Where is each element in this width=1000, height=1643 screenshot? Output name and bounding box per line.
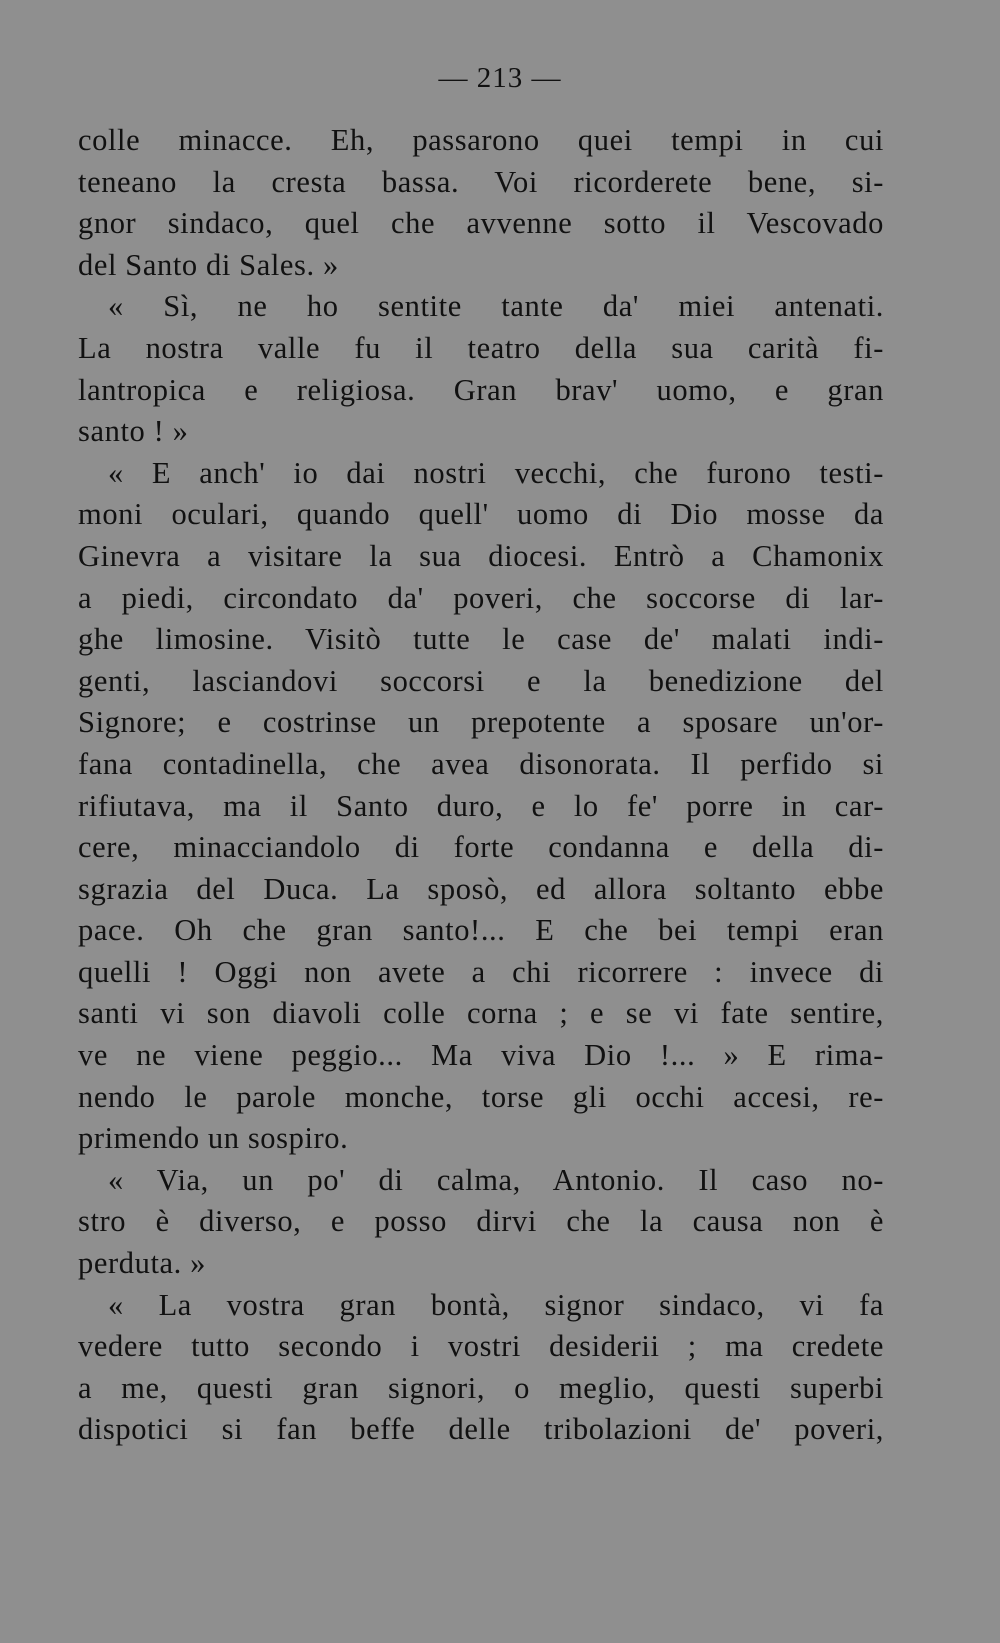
text-line: perduta. » <box>78 1246 206 1281</box>
text-line: stro è diverso, e posso dirvi che la causa non è <box>78 1204 884 1239</box>
text-line: cere, minacciandolo di forte condanna e della di- <box>78 830 884 865</box>
text-line: Ginevra a visitare la sua diocesi. Entrò a Chamonix <box>78 538 884 573</box>
text-line: colle minacce. Eh, passarono quei tempi in cui <box>78 123 884 157</box>
body-text <box>78 120 884 1451</box>
text-line: Signore; e costrinse un prepotente a sposare un'or- <box>78 705 884 740</box>
text-line: primendo un sospiro. <box>78 1121 349 1156</box>
text-line: sgrazia del Duca. La sposò, ed allora soltanto ebbe <box>78 871 884 906</box>
text-line: vedere tutto secondo i vostri desiderii ; ma credete <box>78 1329 884 1364</box>
text-line: ve ne viene peggio... Ma viva Dio !... » E rima- <box>78 1038 884 1073</box>
text-line: lantropica e religiosa. Gran brav' uomo, e gran <box>78 372 884 407</box>
text-line: dispotici si fan beffe delle tribolazioni de' poveri, <box>78 1412 884 1447</box>
text-line: a me, questi gran signori, o meglio, questi superbi <box>78 1370 884 1405</box>
text-line: genti, lasciandovi soccorsi e la benedizione del <box>78 663 884 698</box>
text-line: fana contadinella, che avea disonorata. Il perfido si <box>78 746 884 781</box>
text-line: « La vostra gran bontà, signor sindaco, vi fa <box>108 1287 884 1322</box>
text-line: a piedi, circondato da' poveri, che soccorse di lar- <box>78 580 884 615</box>
text-line: « Via, un po' di calma, Antonio. Il caso no- <box>108 1162 884 1197</box>
text-line: santo ! » <box>78 414 189 449</box>
text-line: teneano la cresta bassa. Voi ricorderete bene, si- <box>78 164 884 199</box>
text-line: pace. Oh che gran santo!... E che bei tempi eran <box>78 913 884 948</box>
text-line: « Sì, ne ho sentite tante da' miei antenati. <box>108 289 884 324</box>
text-line: rifiutava, ma il Santo duro, e lo fe' porre in car- <box>78 788 884 823</box>
text-line: ghe limosine. Visitò tutte le case de' malati indi- <box>78 622 884 657</box>
text-line: quelli ! Oggi non avete a chi ricorrere : invece di <box>78 954 884 989</box>
text-line: La nostra valle fu il teatro della sua carità fi- <box>78 330 884 365</box>
text-line: nendo le parole monche, torse gli occhi accesi, re- <box>78 1079 884 1114</box>
page-number: — 213 — <box>438 62 562 94</box>
text-line: moni oculari, quando quell' uomo di Dio mosse da <box>78 497 884 532</box>
text-line: « E anch' io dai nostri vecchi, che furono testi- <box>108 455 884 490</box>
text-line: del Santo di Sales. » <box>78 247 339 282</box>
text-line: gnor sindaco, quel che avvenne sotto il Vescovado <box>78 206 884 241</box>
text-line: santi vi son diavoli colle corna ; e se vi fate sentire, <box>78 996 884 1031</box>
